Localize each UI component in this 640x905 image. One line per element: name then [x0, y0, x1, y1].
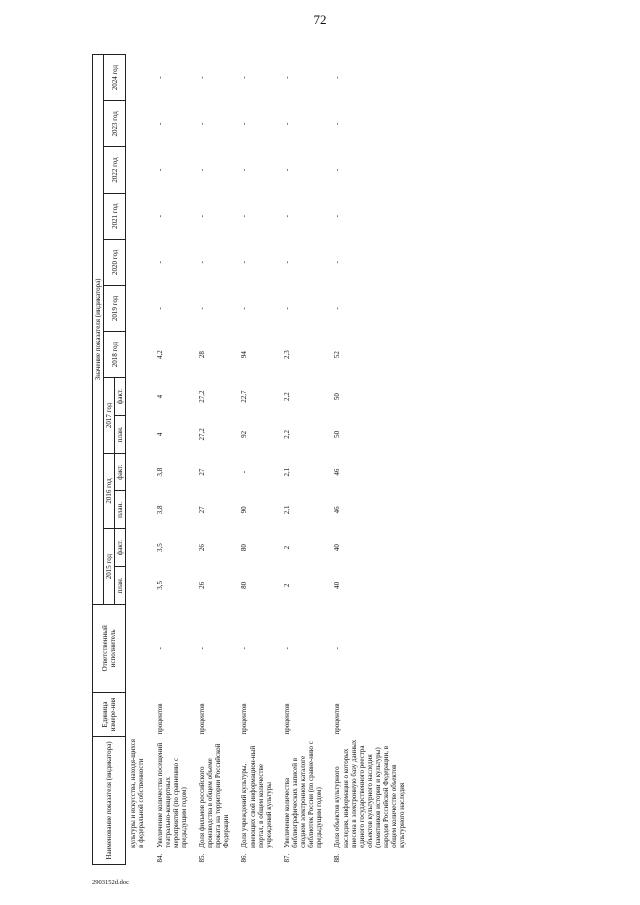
value-cell: -	[333, 122, 342, 126]
header-2018: 2018 год	[104, 332, 126, 378]
indicator-name: Доля фильмов российского производства в общем объеме проката на территории Российской Федерации	[197, 743, 231, 848]
header-2023: 2023 год	[104, 101, 126, 147]
value-cell: 46	[333, 468, 342, 476]
value-cell: 27	[197, 506, 206, 514]
header-2015: 2015 год	[104, 529, 115, 605]
value-cell: 80	[240, 544, 249, 552]
value-cell: 2,3	[282, 350, 291, 359]
value-cell: -	[155, 307, 164, 310]
value-cell: 2	[282, 545, 291, 550]
value-cell: 4	[155, 432, 164, 437]
table-row	[231, 27, 273, 865]
table-row	[189, 27, 231, 865]
value-cell: 27,2	[197, 428, 206, 441]
header-2019: 2019 год	[104, 285, 126, 331]
value-cell: -	[240, 307, 249, 310]
header-plan-2017: план.	[115, 415, 126, 453]
value-cell: 4,2	[155, 350, 164, 359]
value-cell: 50	[333, 430, 342, 438]
executor: -	[197, 647, 206, 650]
value-cell: 50	[333, 393, 342, 401]
unit: процентов	[282, 703, 291, 735]
value-cell: -	[155, 122, 164, 126]
value-cell: 4	[155, 394, 164, 399]
value-cell: 40	[333, 581, 342, 589]
value-cell: -	[155, 76, 164, 79]
table-body	[126, 27, 408, 865]
unit: процентов	[240, 703, 249, 735]
table-row	[324, 27, 407, 865]
value-cell: 26	[197, 581, 206, 589]
header-2020: 2020 год	[104, 239, 126, 285]
rotated-table-container	[92, 27, 607, 865]
header-fact-2016: факт.	[115, 453, 126, 491]
value-cell: 2,1	[282, 505, 291, 515]
value-cell: 40	[333, 544, 342, 552]
value-cell: -	[197, 307, 206, 310]
value-cell: -	[282, 76, 291, 79]
continuation-text: культуры и искусства, находя-щихся в федеральной собственности	[129, 738, 146, 848]
row-number: 85.	[197, 853, 206, 863]
row-number: 87.	[282, 853, 291, 863]
page-number: 72	[313, 12, 327, 27]
value-cell: -	[197, 214, 206, 218]
value-cell: -	[282, 168, 291, 172]
unit: процентов	[155, 703, 164, 735]
value-cell: 2	[282, 583, 291, 588]
value-cell: -	[282, 261, 291, 264]
executor: -	[333, 647, 342, 650]
value-cell: 27	[197, 468, 206, 476]
executor: -	[155, 647, 164, 650]
table-row	[274, 27, 325, 865]
value-cell: -	[240, 214, 249, 218]
value-cell: 3,8	[155, 505, 164, 515]
value-cell: 3,5	[155, 581, 164, 590]
indicator-name: Увеличение количества посещений театрально-концертных мероприятий (по сравнению с предыдущим годом)	[155, 742, 188, 848]
header-values-group: Значение показателя (индикатора)	[93, 54, 104, 604]
header-2017: 2017 год	[104, 378, 115, 454]
value-cell: -	[333, 307, 342, 310]
value-cell: 2,2	[282, 429, 291, 439]
value-cell: -	[240, 470, 249, 474]
header-plan-2016: план.	[115, 491, 126, 529]
value-cell: -	[333, 168, 342, 172]
header-2021: 2021 год	[104, 193, 126, 239]
header-fact-2017: факт.	[115, 378, 126, 416]
value-cell: 80	[240, 581, 249, 589]
value-cell: -	[240, 122, 249, 126]
value-cell: -	[282, 122, 291, 126]
executor: -	[282, 647, 291, 650]
value-cell: -	[197, 122, 206, 126]
header-name: Наименование показателя (индикатора)	[93, 737, 126, 865]
value-cell: 52	[333, 351, 342, 359]
value-cell: -	[282, 214, 291, 218]
table-row	[147, 27, 189, 865]
value-cell: 3,5	[155, 543, 164, 553]
value-cell: 26	[197, 544, 206, 552]
header-fact-2015: факт.	[115, 529, 126, 567]
value-cell: 3,8	[155, 467, 164, 477]
value-cell: 2,2	[282, 392, 291, 401]
value-cell: 28	[197, 351, 206, 359]
value-cell: -	[240, 261, 249, 264]
value-cell: -	[197, 261, 206, 264]
indicator-name: Доля учреждений культуры, имеющих свой информацион-ный портал, в общем количестве учреждений культуры	[240, 745, 273, 848]
indicator-name: Увеличение количества библиографических записей в сводном электронном каталоге библиотек России (по сравне-нию с предыдущим годом)	[282, 741, 324, 848]
value-cell: -	[333, 214, 342, 218]
footer-filename: 2903152d.doc	[92, 879, 130, 886]
value-cell: 27,2	[197, 390, 206, 403]
value-cell: -	[155, 168, 164, 172]
unit: процентов	[197, 703, 206, 735]
value-cell: 94	[240, 351, 249, 359]
row-number: 86.	[240, 853, 249, 863]
row-number: 84.	[155, 853, 164, 863]
value-cell: 22,7	[240, 390, 249, 403]
value-cell: -	[155, 214, 164, 218]
value-cell: 46	[333, 506, 342, 514]
header-2022: 2022 год	[104, 147, 126, 193]
header-plan-2015: план.	[115, 567, 126, 605]
header-executor: Ответственный исполнитель	[93, 604, 126, 692]
unit: процентов	[333, 703, 342, 735]
value-cell: -	[197, 76, 206, 79]
value-cell: 92	[240, 430, 249, 438]
header-unit: Единица измере-ния	[93, 692, 126, 736]
value-cell: -	[155, 261, 164, 264]
continuation-row	[126, 27, 147, 865]
indicator-name: Доля объектов культурного наследия, информация о которых внесена в электронную базу данных единого государственного реестра объектов культурного наследия (памятников истории и культуры) народов Российской Федерации, в общем количестве объектов культурного наследия	[333, 739, 407, 848]
value-cell: -	[333, 261, 342, 264]
indicators-table	[92, 27, 407, 865]
value-cell: 2,1	[282, 467, 291, 477]
value-cell: -	[240, 168, 249, 172]
value-cell: -	[282, 307, 291, 310]
header-2016: 2016 год	[104, 453, 115, 529]
value-cell: -	[333, 76, 342, 79]
executor: -	[240, 647, 249, 650]
value-cell: -	[197, 168, 206, 172]
header-2024: 2024 год	[104, 54, 126, 100]
value-cell: 90	[240, 506, 249, 514]
value-cell: -	[240, 76, 249, 79]
row-number: 88.	[333, 853, 342, 863]
